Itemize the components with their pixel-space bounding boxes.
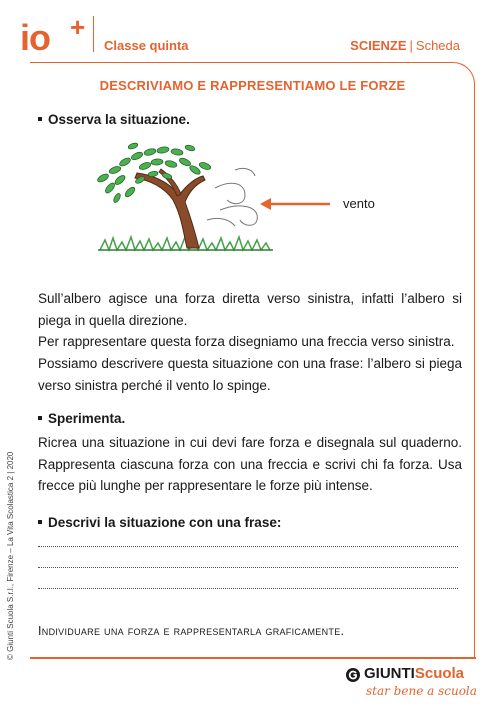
bullet-icon — [38, 520, 42, 524]
paragraph-draw-arrow: Per rappresentare questa forza disegniamo una freccia verso sinistra. — [38, 334, 455, 349]
section-experiment-heading: Sperimenta. — [38, 411, 125, 426]
leaves-icon — [96, 142, 211, 204]
wind-label: vento — [343, 196, 375, 211]
subject-name: SCIENZE — [350, 38, 407, 53]
header-divider — [93, 16, 94, 52]
answer-line-1[interactable] — [38, 546, 458, 547]
trunk-icon — [135, 173, 205, 248]
paragraph-force-direction: Sull’albero agisce una forza diretta verso sinistra, infatti l’albero si piega in quella direzione. — [38, 291, 462, 328]
giunti-g-icon — [345, 667, 361, 683]
io-logo — [20, 14, 90, 58]
wind-force-arrow — [258, 196, 332, 212]
publisher-tagline: star bene a scuola — [366, 684, 477, 698]
learning-objective: Individuare una forza e rappresentarla graficamente. — [38, 624, 345, 638]
bullet-icon — [38, 416, 42, 420]
publisher-name: GIUNTIScuola — [364, 665, 465, 682]
paragraph-describe: Possiamo descrivere questa situazione con una frase: l’albero si piega verso sinistra perché il vento lo spinge. — [38, 356, 462, 393]
class-label: Classe quinta — [104, 38, 189, 53]
answer-line-2[interactable] — [38, 567, 458, 568]
paragraph-experiment: Ricrea una situazione in cui devi fare forza e disegnala sul quaderno. Rappresenta ciascuna forza con una freccia e scrivi chi fa forza. Usa frecce più lunghe per rappresentare le forze più intense. — [38, 435, 462, 493]
bullet-icon — [38, 117, 42, 121]
section-describe-heading: Descrivi la situazione con una frase: — [38, 515, 281, 530]
wind-swirl-icon — [207, 168, 257, 226]
section-observe-heading: Osserva la situazione. — [38, 112, 190, 127]
tree-in-wind-illustration — [95, 140, 275, 255]
subject-label: SCIENZE | Scheda — [350, 38, 460, 53]
frame-bottom-line — [30, 657, 476, 659]
logo-plus: + — [70, 12, 86, 42]
sheet-type: Scheda — [415, 38, 460, 53]
page-title: DESCRIVIAMO E RAPPRESENTIAMO LE FORZE — [99, 78, 406, 93]
answer-line-3[interactable] — [38, 588, 458, 589]
logo-text: io — [20, 17, 50, 58]
copyright-note: © Giunti Scuola S.r.l., Firenze – La Vita Scolastica 2 | 2020 — [6, 451, 15, 660]
